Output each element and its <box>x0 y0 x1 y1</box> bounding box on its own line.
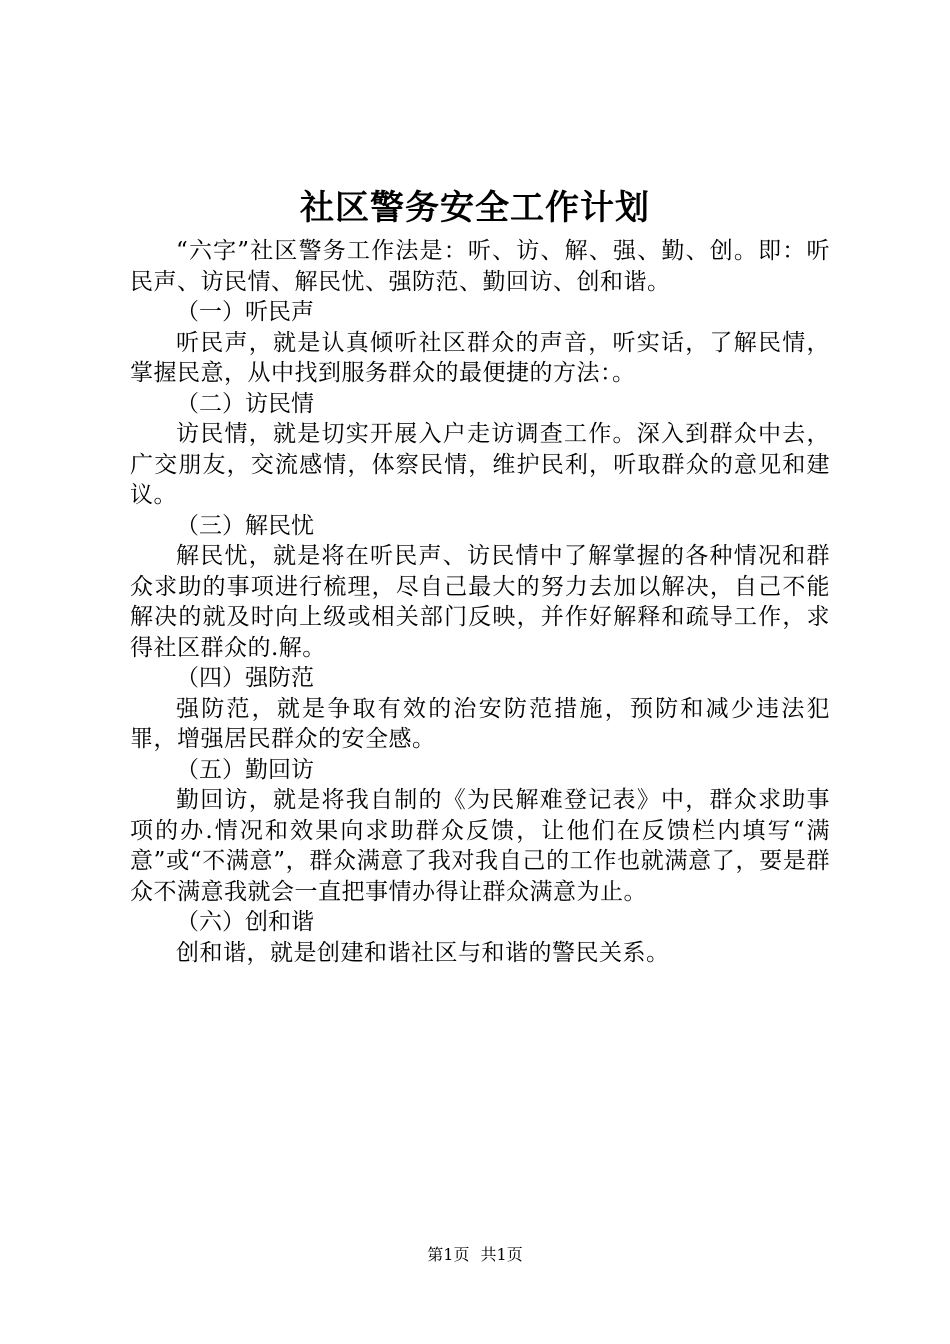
page-number: 第1页 <box>427 1245 470 1264</box>
section-paragraph-5: 勤回访，就是将我自制的《为民解难登记表》中，群众求助事项的办.情况和效果向求助群众反馈，让他们在反馈栏内填写“满意”或“不满意”，群众满意了我对我自己的工作也就满意了，要是群众不满意我就会一直把事情办得让群众满意为止。 <box>130 787 830 905</box>
page-footer <box>0 1244 950 1266</box>
page-total: 共1页 <box>480 1245 523 1264</box>
section-heading-4: （四）强防范 <box>176 665 314 691</box>
intro-paragraph: “六字”社区警务工作法是：听、访、解、强、勤、创。即：听民声、访民情、解民忧、强防范、勤回访、创和谐。 <box>130 238 830 295</box>
section-heading-6: （六）创和谐 <box>176 909 314 935</box>
section-paragraph-4: 强防范，就是争取有效的治安防范措施，预防和减少违法犯罪，增强居民群众的安全感。 <box>130 695 830 752</box>
section-heading-2: （二）访民情 <box>176 390 314 417</box>
section-paragraph-1: 听民声，就是认真倾听社区群众的声音，听实话，了解民情，掌握民意，从中找到服务群众的最便捷的方法：。 <box>130 329 830 386</box>
section-paragraph-6: 创和谐，就是创建和谐社区与和谐的警民关系。 <box>176 939 670 966</box>
section-paragraph-3: 解民忧，就是将在听民声、访民情中了解掌握的各种情况和群众求助的事项进行梳理，尽自己最大的努力去加以解决，自己不能解决的就及时向上级或相关部门反映，并作好解释和疏导工作，求得社区群众的.解。 <box>130 543 830 661</box>
document-body <box>130 236 830 968</box>
section-paragraph-2: 访民情，就是切实开展入户走访调查工作。深入到群众中去，广交朋友，交流感情，体察民情，维护民利，听取群众的意见和建议。 <box>130 421 830 508</box>
section-heading-5: （五）勤回访 <box>176 756 314 783</box>
document-title: 社区警务安全工作计划 <box>300 188 650 228</box>
section-heading-3: （三）解民忧 <box>176 512 314 539</box>
section-heading-1: （一）听民声 <box>176 299 314 325</box>
